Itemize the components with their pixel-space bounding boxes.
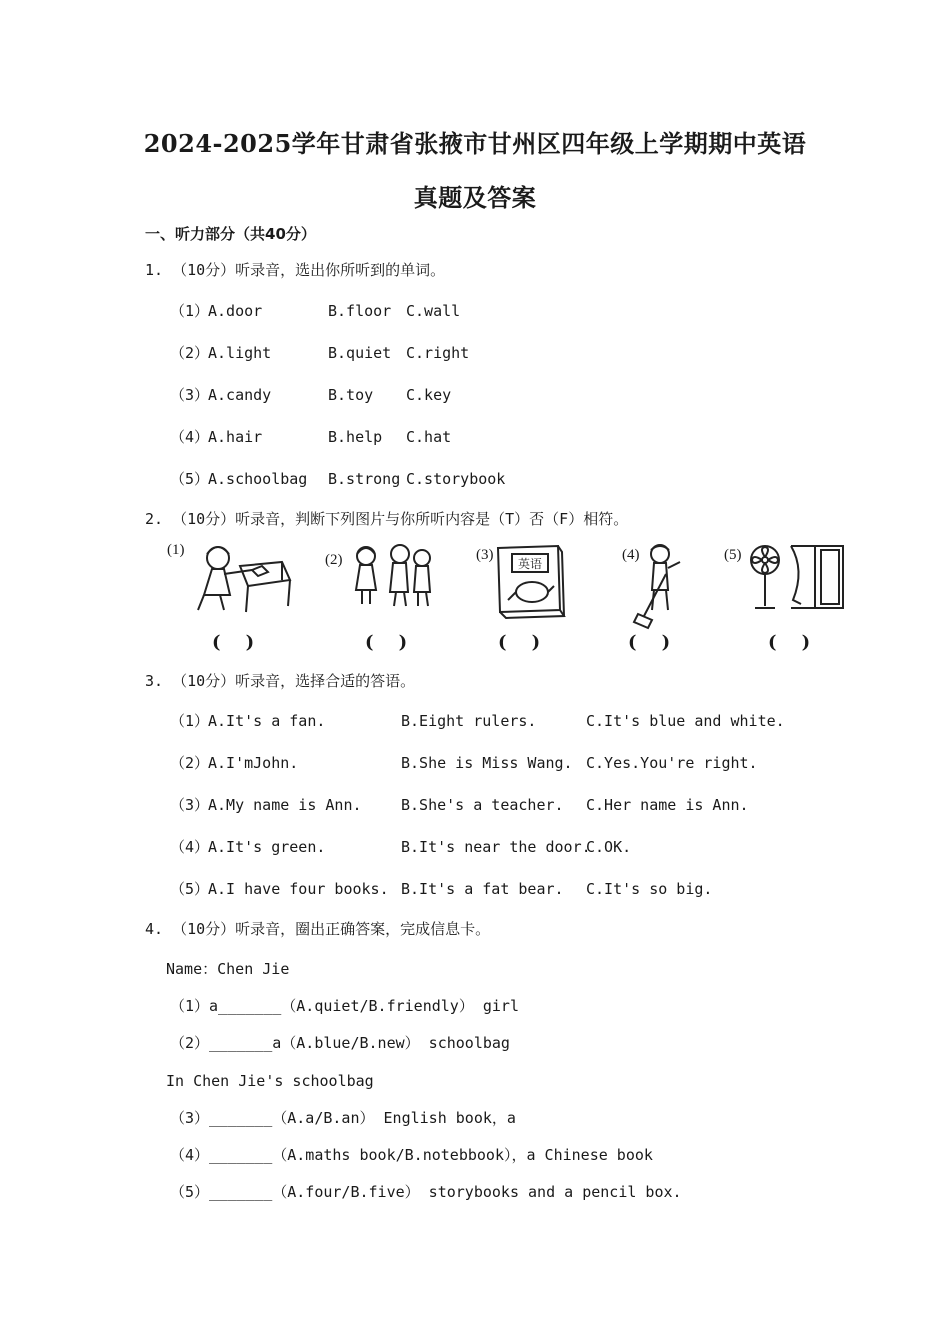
q1-option-c: C.hat [406,428,452,446]
fan-and-window-icon [745,540,850,615]
q1-option-c: C.right [406,344,470,362]
q1-option-c: C.wall [406,302,461,320]
q4-line-4: （4）_______（A.maths book/B.notebbook），a Chinese book [170,1146,653,1164]
q3-option-a: A.My name is Ann. [208,796,362,814]
q1-item-number: （1） [170,302,210,320]
q1-option-a: A.candy [208,386,272,404]
answer-paren-2[interactable]: ( ) [365,632,408,653]
question-4-stem: 4. （10分）听录音，圈出正确答案，完成信息卡。 [145,920,491,938]
q3-item-number: （3） [170,796,210,814]
q1-item-number: （4） [170,428,210,446]
q1-option-a: A.door [208,302,263,320]
girl-cleaning-table-icon [190,540,295,615]
q3-option-c: C.It's blue and white. [586,712,785,730]
question-2-stem: 2. （10分）听录音，判断下列图片与你所听内容是（T）否（F）相符。 [145,510,629,528]
q1-option-b: B.toy [328,386,374,404]
three-children-talking-icon [348,540,438,610]
q3-item-number: （4） [170,838,210,856]
q1-item-number: （5） [170,470,210,488]
info-card-schoolbag-heading: In Chen Jie's schoolbag [166,1072,374,1090]
q3-item-number: （2） [170,754,210,772]
picture-2-label: (2) [325,552,343,568]
page-title-line2: 真题及答案 [413,183,537,212]
q1-option-c: C.storybook [406,470,506,488]
info-card-name: Name：Chen Jie [166,960,290,978]
q3-item-number: （1） [170,712,210,730]
q3-option-c: C.It's so big. [586,880,713,898]
q3-option-b: B.She's a teacher. [401,796,564,814]
boy-sweeping-floor-icon [630,540,690,630]
picture-4-label: (4) [622,547,640,563]
q1-option-a: A.light [208,344,272,362]
q4-line-2: （2）_______a（A.blue/B.new） schoolbag [170,1034,510,1052]
picture-3-label: (3) [476,547,494,563]
q3-option-a: A.I'mJohn. [208,754,299,772]
q1-option-c: C.key [406,386,452,404]
answer-paren-3[interactable]: ( ) [498,632,541,653]
picture-1-label: (1) [167,542,185,558]
answer-paren-1[interactable]: ( ) [212,632,255,653]
page-title: 2024-2025学年甘肃省张掖市甘州区四年级上学期期中英语 [143,129,807,158]
book-cover-text: 英语 [517,557,543,571]
q1-option-b: B.quiet [328,344,392,362]
q3-option-a: A.It's a fan. [208,712,326,730]
q3-option-a: A.I have four books. [208,880,389,898]
section-heading: 一、听力部分（共40分） [145,225,316,243]
q1-option-a: A.schoolbag [208,470,308,488]
q4-line-3: （3）_______（A.a/B.an） English book，a [170,1109,516,1127]
q3-option-c: C.Her name is Ann. [586,796,749,814]
question-1-stem: 1. （10分）听录音，选出你所听到的单词。 [145,261,446,279]
q4-line-5: （5）_______（A.four/B.five） storybooks and a pencil box. [170,1183,682,1201]
q3-option-b: B.She is Miss Wang. [401,754,573,772]
question-3-stem: 3. （10分）听录音，选择合适的答语。 [145,672,416,690]
q3-option-a: A.It's green. [208,838,326,856]
q1-option-a: A.hair [208,428,263,446]
q1-item-number: （2） [170,344,210,362]
q3-option-c: C.OK. [586,838,632,856]
q3-option-b: B.It's a fat bear. [401,880,564,898]
q3-option-b: B.It's near the door. [401,838,591,856]
english-book-icon [494,540,569,620]
q3-option-c: C.Yes.You're right. [586,754,758,772]
q1-option-b: B.floor [328,302,392,320]
q3-option-b: B.Eight rulers. [401,712,537,730]
q3-item-number: （5） [170,880,210,898]
answer-paren-5[interactable]: ( ) [768,632,811,653]
answer-paren-4[interactable]: ( ) [628,632,671,653]
q1-item-number: （3） [170,386,210,404]
q4-line-1: （1）a_______（A.quiet/B.friendly） girl [170,997,519,1015]
q1-option-b: B.strong [328,470,401,488]
picture-5-label: (5) [724,547,742,563]
q1-option-b: B.help [328,428,383,446]
